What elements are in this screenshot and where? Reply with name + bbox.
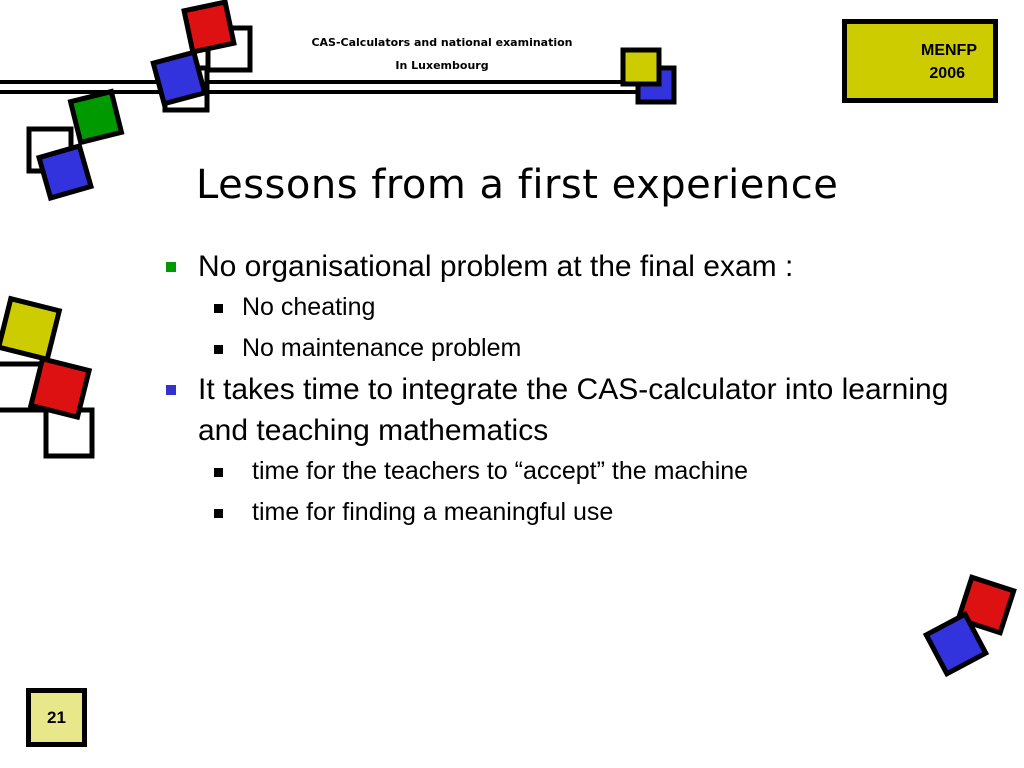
page-number: 21 [26,688,87,747]
square-bullet-icon [214,509,223,518]
blue-bullet-icon [166,385,176,395]
sub-bullet-text: time for the teachers to “accept” the machine [252,457,749,485]
blue-square [638,68,674,102]
badge-line-1: MENFP [921,42,977,59]
sub-bullet-item [160,492,960,533]
outline-square [208,28,250,70]
square-bullet-icon [214,304,223,313]
blue-square [926,614,986,674]
blue-square [153,52,204,103]
sub-bullet-text: No maintenance problem [242,334,522,362]
sub-bullet-text: No cheating [242,293,376,321]
header-rule-top [0,80,648,84]
bullet-item [160,246,960,287]
square-bullet-icon [214,468,223,477]
bullet-text: It takes time to integrate the CAS-calculator into learning and teaching mathematics [198,373,949,447]
yellow-square [0,299,59,360]
outline-square [0,364,42,410]
bullet-item [160,369,960,451]
blue-square [39,146,91,198]
bullet-list [160,246,960,533]
green-bullet-icon [166,262,176,272]
red-square [184,2,234,52]
header-rule-bottom [0,90,648,94]
sub-bullet-item [160,287,960,328]
red-square [31,359,89,417]
sub-bullet-item [160,451,960,492]
green-square [71,92,122,143]
outline-square [29,129,71,171]
slide-title: Lessons from a first experience [196,162,839,208]
sub-bullet-item [160,328,960,369]
outline-square [46,410,92,456]
sub-bullet-text: time for finding a meaningful use [252,498,614,526]
menfp-badge [842,19,998,103]
yellow-square [623,50,659,84]
red-square [958,577,1013,632]
square-bullet-icon [214,345,223,354]
header-line-1: CAS-Calculators and national examination [311,36,573,49]
header-line-2: In Luxembourg [395,59,489,72]
outline-square [165,68,207,110]
bullet-text: No organisational problem at the final exam : [198,250,794,283]
badge-line-2: 2006 [929,65,965,82]
